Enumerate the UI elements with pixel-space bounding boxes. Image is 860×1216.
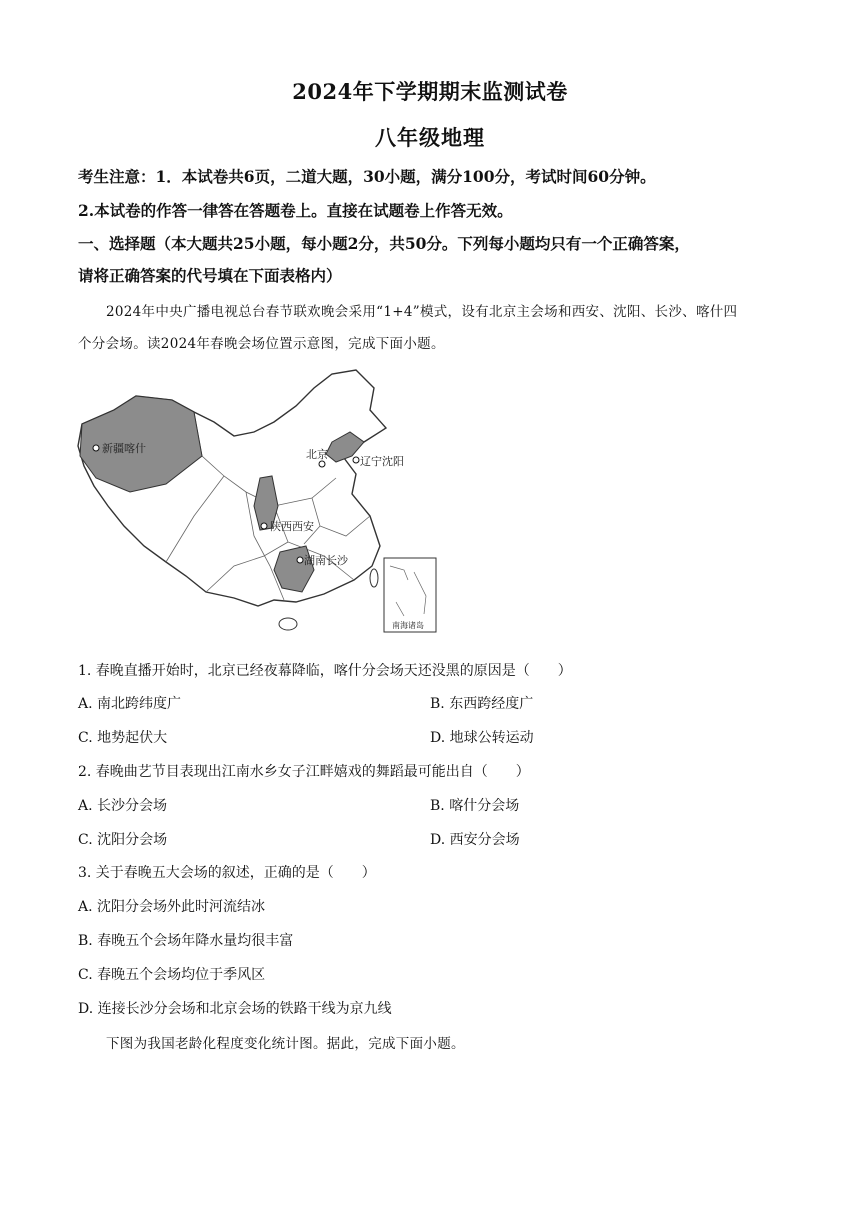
label-beijing: 北京 bbox=[306, 448, 328, 461]
question-2-option-c: C. 沈阳分会场 bbox=[78, 832, 168, 848]
label-shenyang: 辽宁沈阳 bbox=[360, 455, 404, 468]
exam-subtitle: 八年级地理 bbox=[375, 125, 485, 150]
label-changsha: 湖南长沙 bbox=[304, 554, 348, 567]
intro-line-1: 2024年中央广播电视总台春节联欢晚会采用“1+4”模式，设有北京主会场和西安、沈阳、长沙、喀什四 bbox=[106, 304, 738, 320]
question-3-option-b: B. 春晚五个会场年降水量均很丰富 bbox=[78, 933, 294, 949]
question-2-option-d: D. 西安分会场 bbox=[430, 832, 520, 848]
section-heading-line-1: 一、选择题（本大题共25小题，每小题2分，共50分。下列每小题均只有一个正确答案， bbox=[78, 234, 690, 253]
question-1-stem: 1. 春晚直播开始时，北京已经夜幕降临，喀什分会场天还没黑的原因是（ ） bbox=[78, 663, 572, 679]
question-1-option-d: D. 地球公转运动 bbox=[430, 730, 534, 746]
question-1-option-c: C. 地势起伏大 bbox=[78, 730, 168, 746]
intro-2: 下图为我国老龄化程度变化统计图。据此，完成下面小题。 bbox=[106, 1036, 465, 1052]
question-3-option-a: A. 沈阳分会场外此时河流结冰 bbox=[78, 899, 266, 915]
notice-line-1: 考生注意：1．本试卷共6页，二道大题，30小题，满分100分，考试时间60分钟。 bbox=[78, 167, 656, 186]
china-map-figure bbox=[74, 366, 450, 642]
question-3-option-d: D. 连接长沙分会场和北京会场的铁路干线为京九线 bbox=[78, 1001, 392, 1017]
exam-title: 2024年下学期期末监测试卷 bbox=[292, 79, 568, 104]
label-inset: 南海诸岛 bbox=[392, 621, 424, 630]
section-heading-line-2: 请将正确答案的代号填在下面表格内） bbox=[78, 266, 342, 285]
question-2-option-a: A. 长沙分会场 bbox=[78, 798, 168, 814]
question-3-option-c: C. 春晚五个会场均位于季风区 bbox=[78, 967, 266, 983]
shenyang-point bbox=[353, 457, 359, 463]
xian-point bbox=[261, 523, 267, 529]
question-2-option-b: B. 喀什分会场 bbox=[430, 798, 520, 814]
question-1-option-a: A. 南北跨纬度广 bbox=[78, 696, 182, 712]
question-2-stem: 2. 春晚曲艺节目表现出江南水乡女子江畔嬉戏的舞蹈最可能出自（ ） bbox=[78, 764, 530, 780]
notice-line-2: 2.本试卷的作答一律答在答题卷上。直接在试题卷上作答无效。 bbox=[78, 201, 513, 220]
question-1-option-b: B. 东西跨经度广 bbox=[430, 696, 534, 712]
question-3-stem: 3. 关于春晚五大会场的叙述，正确的是（ ） bbox=[78, 865, 376, 881]
kashgar-point bbox=[93, 445, 99, 451]
changsha-point bbox=[297, 557, 303, 563]
intro-line-2: 个分会场。读2024年春晚会场位置示意图，完成下面小题。 bbox=[78, 336, 445, 352]
beijing-point bbox=[319, 461, 325, 467]
label-kashgar: 新疆喀什 bbox=[102, 442, 146, 455]
label-xian: 陕西西安 bbox=[270, 520, 314, 533]
